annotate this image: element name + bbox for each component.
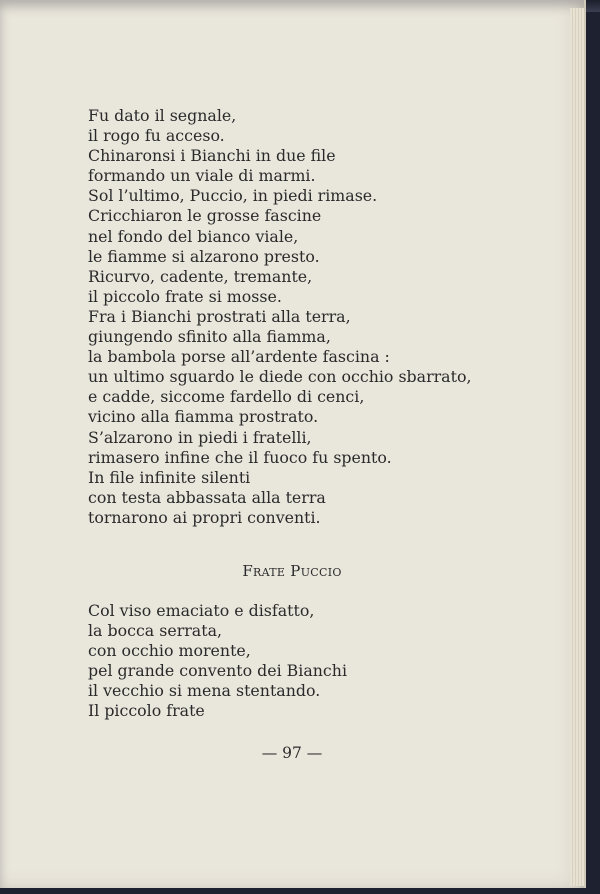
poem-line: tornarono ai propri conventi.	[88, 507, 321, 527]
poem-line: con occhio morente,	[88, 641, 251, 661]
poem-line: Cricchiaron le grosse fascine	[88, 206, 322, 226]
poem-line: la bocca serrata,	[88, 621, 223, 641]
poem-stanza-2	[88, 601, 347, 722]
poem-line: giungendo sfinito alla fiamma,	[88, 327, 331, 347]
poem-line: la bambola porse all’ardente fascina :	[88, 347, 390, 367]
poem-line: Sol l’ultimo, Puccio, in piedi rimase.	[88, 186, 378, 206]
poem-line: con testa abbassata alla terra	[88, 487, 326, 507]
poem-line: S’alzarono in piedi i fratelli,	[88, 427, 312, 447]
poem-line: vicino alla fiamma prostrato.	[88, 407, 319, 427]
poem-line: formando un viale di marmi.	[88, 166, 316, 186]
poem-line: Col viso emaciato e disfatto,	[88, 601, 315, 620]
poem-line: il rogo fu acceso.	[88, 126, 225, 146]
poem-line: Ricurvo, cadente, tremante,	[88, 266, 313, 286]
poem-line: Chinaronsi i Bianchi in due file	[88, 146, 336, 166]
poem-line: nel fondo del bianco viale,	[88, 226, 299, 246]
poem-stanza-1	[88, 106, 471, 528]
poem-line: il vecchio si mena stentando.	[88, 681, 321, 701]
poem-line: In file infinite silenti	[88, 467, 251, 487]
poem-line: un ultimo sguardo le diede con occhio sbarrato,	[88, 367, 472, 387]
page-number: — 97 —	[261, 744, 323, 762]
poem-line: pel grande convento dei Bianchi	[88, 661, 347, 681]
section-title: Frate Puccio	[242, 562, 342, 580]
poem-line: Il piccolo frate	[88, 701, 205, 721]
poem-line: Fra i Bianchi prostrati alla terra,	[88, 306, 351, 326]
poem-line: rimasero infine che il fuoco fu spento.	[88, 447, 392, 467]
poem-line: le fiamme si alzarono presto.	[88, 246, 320, 266]
poem-line: il piccolo frate si mosse.	[88, 286, 282, 306]
poem-line: e cadde, siccome fardello di cenci,	[88, 387, 365, 407]
poem-line: Fu dato il segnale,	[88, 106, 237, 125]
